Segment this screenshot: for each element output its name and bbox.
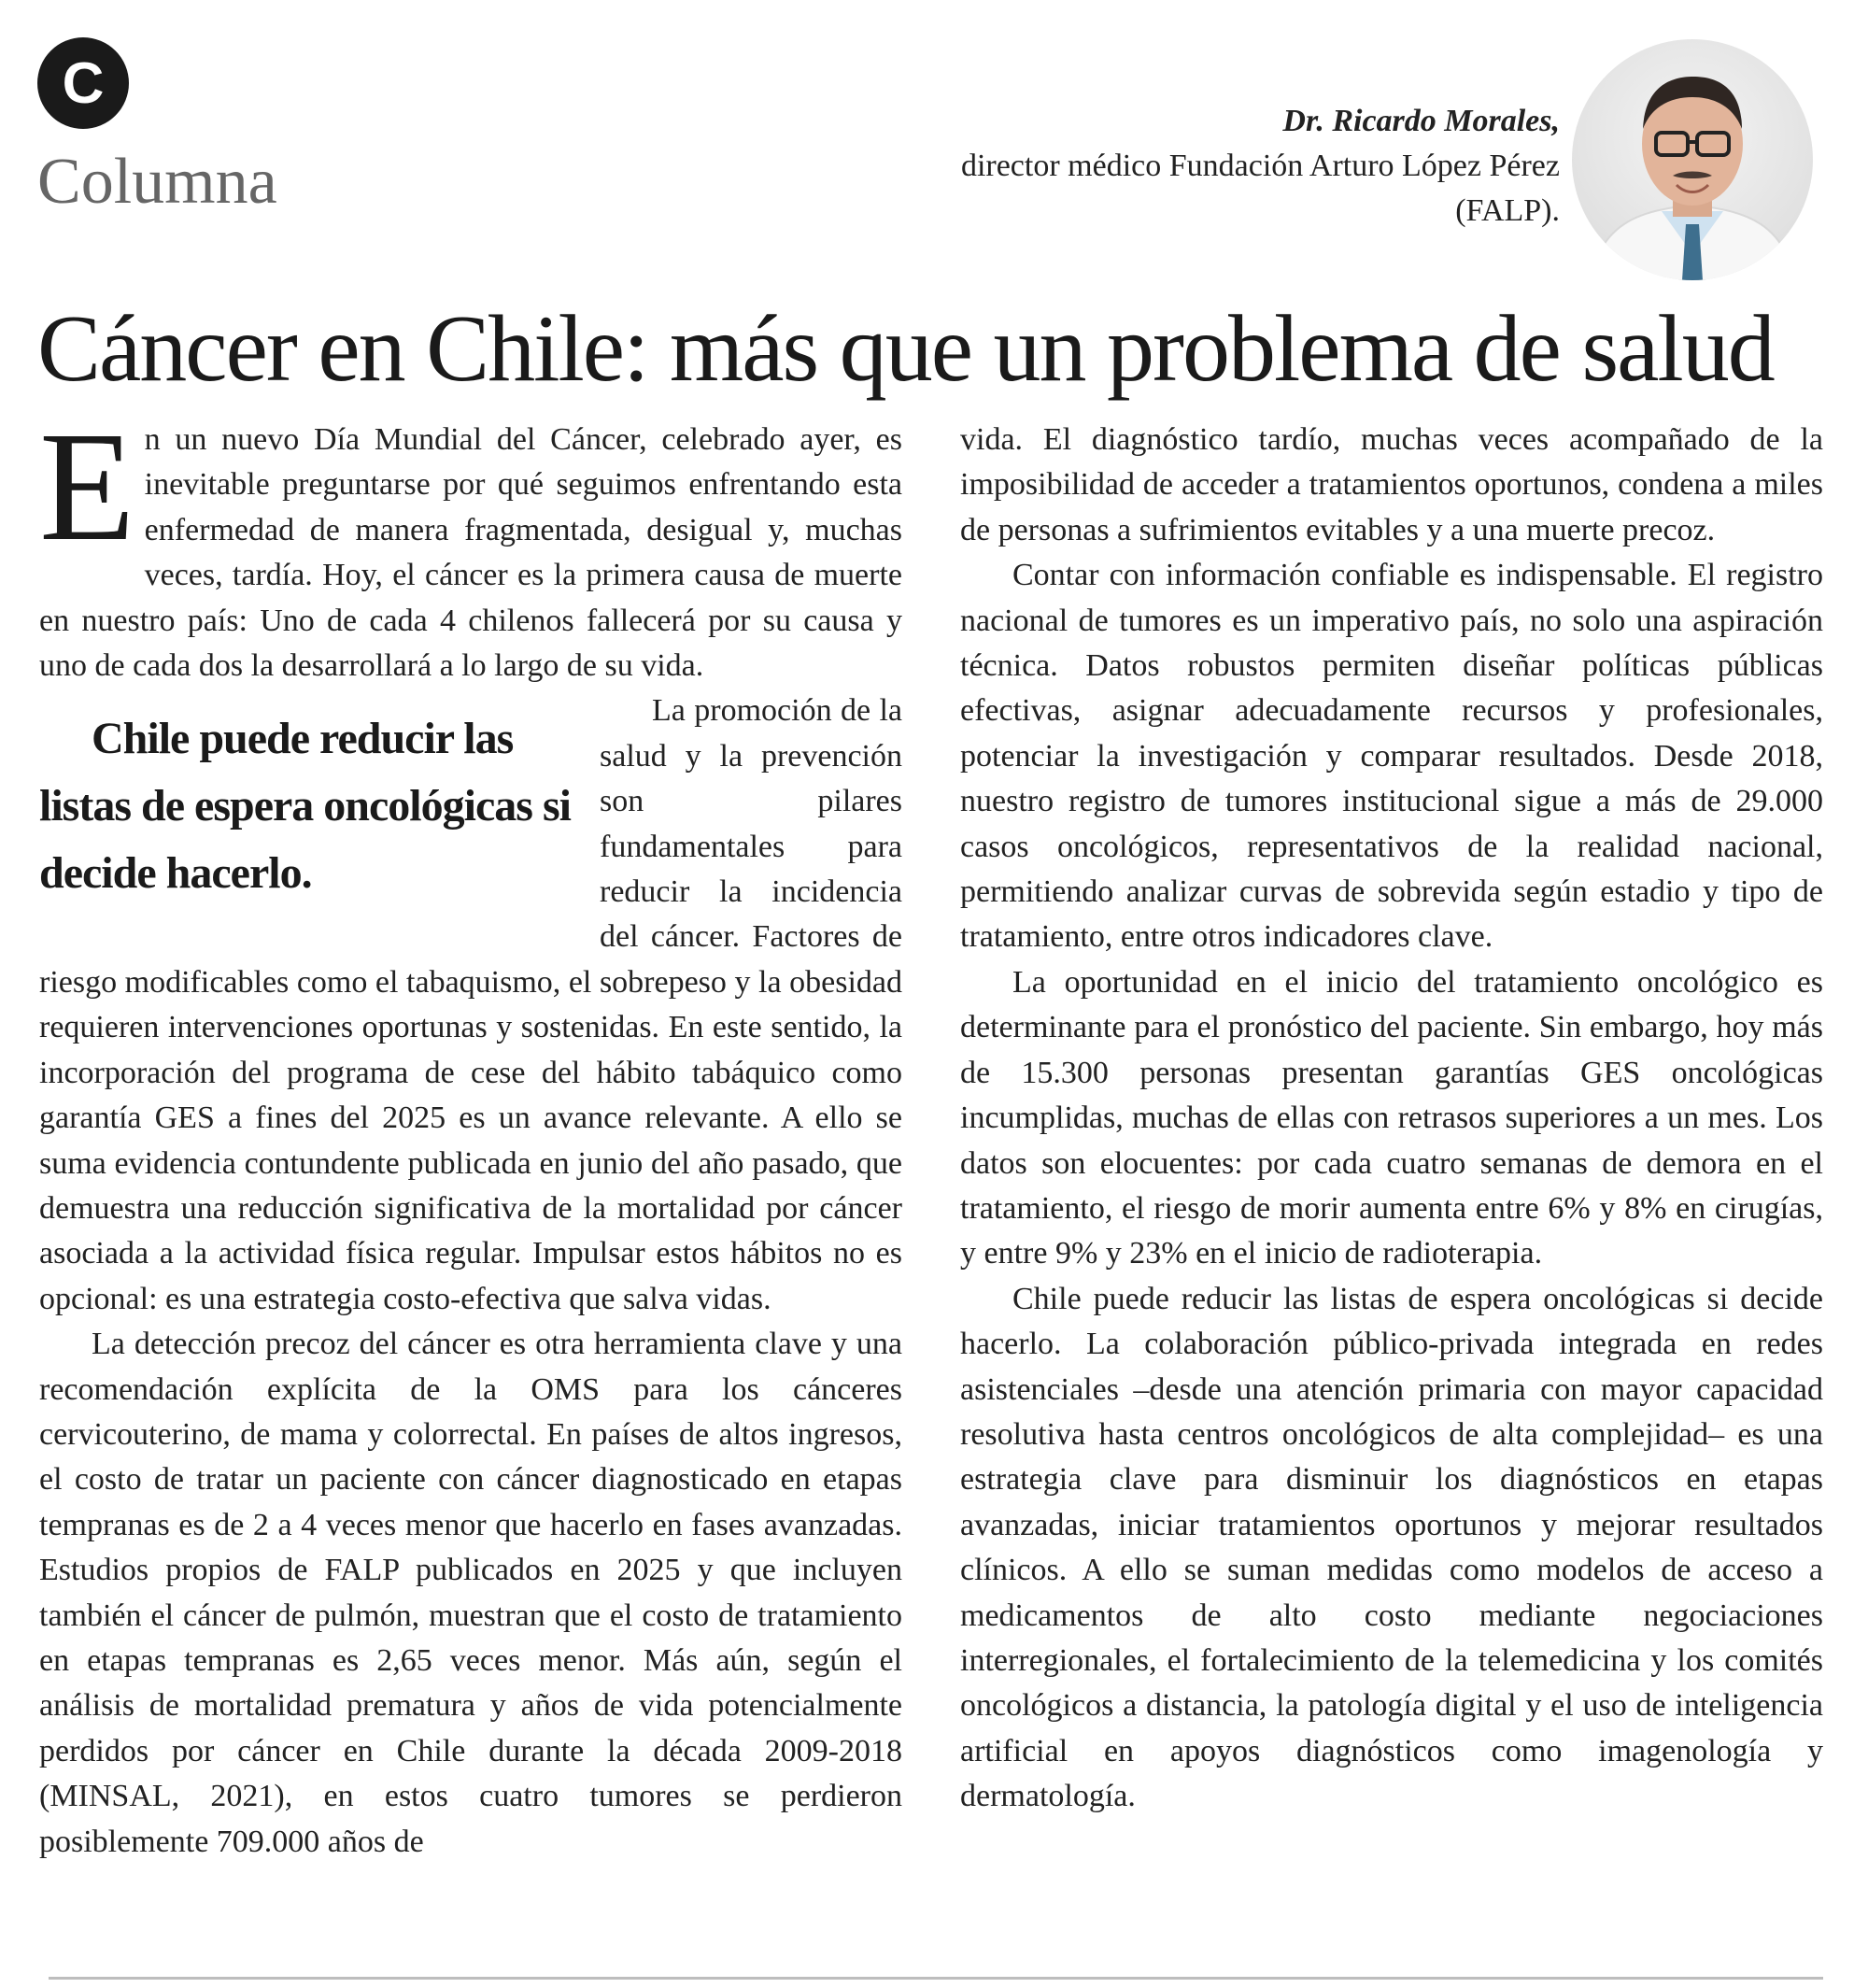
- section-label: Columna: [37, 146, 277, 218]
- author-portrait: [1572, 39, 1813, 280]
- article-paragraph: La detección precoz del cáncer es otra herramienta clave y una recomendación explícita de la OMS para los cánceres cervicouterino, de mama y colorrectal. En países de altos ingresos, el costo de tratar un paciente con cáncer diagnosticado en etapas tempranas es de 2 a 4 veces menor que hacerlo en fases avanzadas. Estudios propios de FALP publicados en 2025 y que incluyen también el cáncer de pulmón, muestran que el costo de tratamiento en etapas tempranas es 2,65 veces menor. Más aún, según el análisis de mortalidad prematura y años de vida potencialmente perdidos por cáncer en Chile durante la década 2009-2018 (MINSAL, 2021), en estos cuatro tumores se perdieron posiblemente 709.000 años de: [39, 1327, 902, 1859]
- article-paragraph-text: n un nuevo Día Mundial del Cáncer, celebrado ayer, es inevitable preguntarse por qué seguimos enfrentando esta enfermedad de manera fragmentada, desigual y, muchas veces, tardía. Hoy, el cáncer es la primera causa de muerte en nuestro país: Uno de cada 4 chilenos fallecerá por su causa y uno de cada dos la desarrollará a lo largo de su vida.: [39, 422, 902, 684]
- headline: Cáncer en Chile: más que un problema de salud: [37, 296, 1774, 402]
- article-paragraph: La oportunidad en el inicio del tratamiento oncológico es determinante para el pronóstico del paciente. Sin embargo, hoy más de 15.300 personas presentan garantías GES oncológicas incumplidas, muchas de ellas con retrasos superiores a un mes. Los datos son elocuentes: por cada cuatro semanas de demora en el tratamiento, el riesgo de morir aumenta entre 6% y 8% en cirugías, y entre 9% y 23% en el inicio de radioterapia.: [960, 964, 1823, 1271]
- article-paragraph: [39, 689, 902, 1322]
- article-column-left: [39, 400, 902, 1865]
- article-paragraph-text: La promoción de la salud y la prevención son pilares fundamentales para reducir la incidencia del cáncer. Factores de riesgo modificables como el tabaquismo, el sobrepeso y la obesidad requieren intervenciones oportunas y sostenidas. En este sentido, la incorporación del programa de cese del hábito tabáquico como garantía GES a fines del 2025 es un avance relevante. A ello se suma evidencia contundente publicada en junio del año pasado, que demuestra una reducción significativa de la mortalidad por cáncer asociada a la actividad física regular. Impulsar estos hábitos no es opcional: es una estrategia costo-efectiva que salva vidas.: [39, 693, 902, 1316]
- pull-quote: Chile puede reducir las listas de espera oncológicas si decide hacerlo.: [39, 714, 571, 899]
- article-paragraph: vida. El diagnóstico tardío, muchas veces acompañado de la imposibilidad de acceder a tratamientos oportunos, condena a miles de personas a sufrimientos evitables y a una muerte precoz.: [960, 422, 1823, 547]
- section-badge: C: [37, 37, 129, 129]
- footer-rule: [49, 1977, 1823, 1980]
- author-role: director médico Fundación Arturo López Pérez (FALP).: [960, 149, 1560, 228]
- article-column-right: [960, 418, 1823, 1820]
- author-name: Dr. Ricardo Morales,: [1282, 104, 1560, 138]
- author-byline: [850, 99, 1560, 234]
- drop-cap: E: [39, 400, 135, 574]
- article-paragraph: Chile puede reducir las listas de espera oncológicas si decide hacerlo. La colaboración público-privada integrada en redes asistenciales –desde una atención primaria con mayor capacidad resolutiva hasta centros oncológicos de alta complejidad– es una estrategia clave para disminuir los diagnósticos en etapas avanzadas, iniciar tratamientos oportunos y mejorar resultados clínicos. A ello se suman medidas como modelos de acceso a medicamentos de alto costo mediante negociaciones interregionales, el fortalecimiento de la telemedicina y los comités oncológicos a distancia, la patología digital y el uso de inteligencia artificial en apoyos diagnósticos como imagenología y dermatología.: [960, 1281, 1823, 1814]
- article-paragraph: [39, 400, 902, 689]
- article-paragraph: Contar con información confiable es indispensable. El registro nacional de tumores es un imperativo país, no solo una aspiración técnica. Datos robustos permiten diseñar políticas públicas efectivas, asignar adecuadamente recursos y profesionales, potenciar la investigación y comparar resultados. Desde 2018, nuestro registro de tumores institucional sigue a más de 29.000 casos oncológicos, representativos de la realidad nacional, permitiendo analizar curvas de sobrevida según estadio y tipo de tratamiento, entre otros indicadores clave.: [960, 558, 1823, 955]
- author-portrait-image: [1572, 39, 1813, 280]
